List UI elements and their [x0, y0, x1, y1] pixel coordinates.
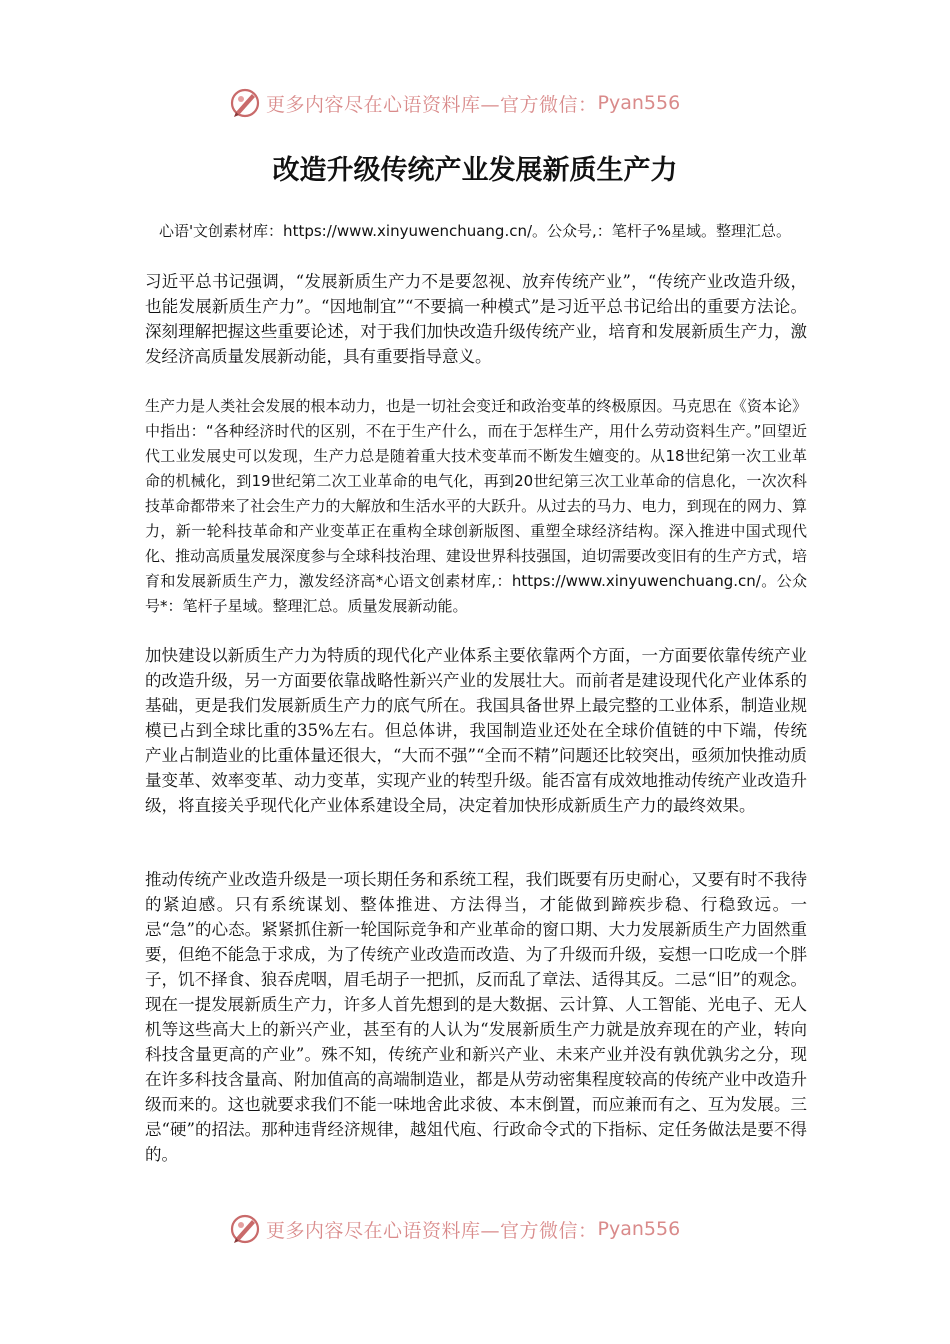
paragraph-3: 加快建设以新质生产力为特质的现代化产业体系主要依靠两个方面，一方面要依靠传统产业的改造升级，另一方面要依靠战略性新兴产业的发展壮大。而前者是建设现代化产业体系的基础，更是我们发展新质生产力的底气所在。我国具备世界上最完整的工业体系，制造业规模已占到全球比重的35%左右。但总体讲，我国制造业还处在全球价值链的中下端，传统产业占制造业的比重体量还很大，“大而不强”“全而不精”问题还比较突出，亟须加快推动质量变革、效率变革、动力变革，实现产业的转型升级。能否富有成效地推动传统产业改造升级，将直接关乎现代化产业体系建设全局，决定着加快形成新质生产力的最终效果。 — [145, 646, 807, 815]
paragraph-1: 习近平总书记强调，“发展新质生产力不是要忽视、放弃传统产业”，“传统产业改造升级，也能发展新质生产力”。“因地制宜”“不要搞一种模式”是习近平总书记给出的重要方法论。深刻理解把握这些重要论述，对于我们加快改造升级传统产业，培育和发展新质生产力，激发经济高质量发展新动能，具有重要指导意义。 — [145, 272, 807, 366]
paragraph-4: 推动传统产业改造升级是一项长期任务和系统工程，我们既要有历史耐心，又要有时不我待的紧迫感。只有系统谋划、整体推进、方法得当，才能做到蹄疾步稳、行稳致远。一忌“急”的心态。紧紧抓住新一轮国际竞争和产业革命的窗口期、大力发展新质生产力固然重要，但绝不能急于求成，为了传统产业改造而改造、为了升级而升级，妄想一口吃成一个胖子，饥不择食、狼吞虎咽，眉毛胡子一把抓，反而乱了章法、适得其反。二忌“旧”的观念。现在一提发展新质生产力，许多人首先想到的是大数据、云计算、人工智能、光电子、无人机等这些高大上的新兴产业，甚至有的人认为“发展新质生产力就是放弃现在的产业，转向科技含量更高的产业”。殊不知，传统产业和新兴产业、未来产业并没有孰优孰劣之分，现在许多科技含量高、附加值高的高端制造业，都是从劳动密集程度较高的传统产业中改造升级而来的。这也就要求我们不能一味地舍此求彼、本末倒置，而应兼而有之、互为发展。三忌“硬”的招法。那种违背经济规律，越俎代庖、行政命令式的下指标、定任务做法是要不得的。 — [145, 870, 807, 1164]
source-note: 心语'文创素材库：https://www.xinyuwenchuang.cn/。公众号,：笔杆子%星域。整理汇总。 — [158, 222, 792, 240]
footer-banner — [228, 1212, 680, 1246]
banner-text: 更多内容尽在心语资料库—官方微信： — [266, 1219, 598, 1242]
header-banner — [228, 86, 680, 120]
banner-wechat-id: Pyan556 — [597, 1218, 681, 1240]
banner-text: 更多内容尽在心语资料库—官方微信： — [266, 93, 598, 116]
pen-logo-icon — [228, 86, 262, 120]
banner-wechat-id: Pyan556 — [597, 92, 681, 114]
document-title: 改造升级传统产业发展新质生产力 — [272, 155, 678, 186]
paragraph-2: 生产力是人类社会发展的根本动力，也是一切社会变迁和政治变革的终极原因。马克思在《资本论》中指出：“各种经济时代的区别，不在于生产什么，而在于怎样生产，用什么劳动资料生产。”回望近代工业发展史可以发现，生产力总是随着重大技术变革而不断发生嬗变的。从18世纪第一次工业革命的机械化，到19世纪第二次工业革命的电气化，再到20世纪第三次工业革命的信息化，一次次科技革命都带来了社会生产力的大解放和生活水平的大跃升。从过去的马力、电力，到现在的网力、算力，新一轮科技革命和产业变革正在重构全球创新版图、重塑全球经济结构。深入推进中国式现代化、推动高质量发展深度参与全球科技治理、建设世界科技强国，迫切需要改变旧有的生产方式，培育和发展新质生产力，激发经济高*心语文创素材库,：https://www.xinyuwenchuang.cn/。公众号*：笔杆子星域。整理汇总。质量发展新动能。 — [145, 397, 807, 615]
pen-logo-icon — [228, 1212, 262, 1246]
